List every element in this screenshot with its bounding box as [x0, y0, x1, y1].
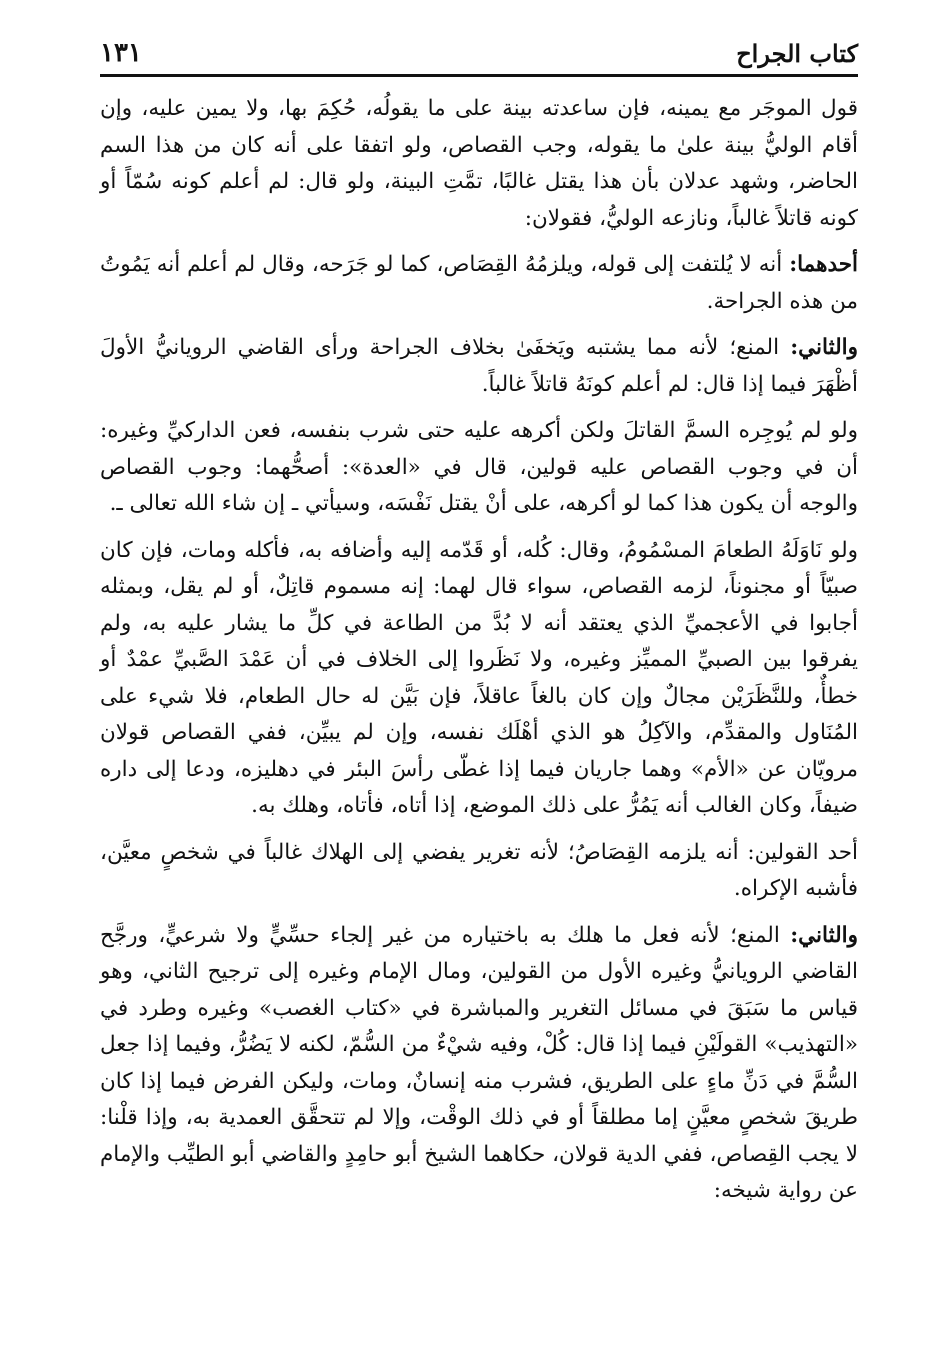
paragraph-text: أنه لا يُلتفت إلى قوله، ويلزمُهُ القِصَاص، كما لو جَرَحه، وقال لم أعلم أنه يَمُوتُ من هذه الجراحة. — [100, 252, 858, 314]
paragraph-text: ولو لم يُوجِره السمَّ القاتلَ ولكن أكرهه عليه حتى شرب بنفسه، فعن الداركيِّ وغيره: أن في وجوب القصاص عليه قولين، قال في «العدة»: أصحُّهما: وجوب القصاص والوجه أن يكون هذا كما لو أكرهه، على أنْ يقتل نَفْسَه، وسيأتي ـ إن شاء الله تعالى ـ. — [100, 418, 858, 516]
page-header — [100, 32, 858, 77]
paragraph — [100, 247, 858, 320]
paragraph — [100, 533, 858, 825]
page-body — [100, 91, 858, 1210]
paragraph-text: قول الموجَر مع يمينه، فإن ساعدته بينة على ما يقولُه، حُكِمَ بها، ولا يمين عليه، وإن أقام الوليُّ بينة علىٰ ما يقوله، وجب القصاص، ولو اتفقا على أنه كان من هذا السم الحاضر، وشهد عدلان بأن هذا يقتل غالبًا، تمَّتِ البينة، ولو قال: لم أعلم كونه سُمّاً أو كونه قاتلاً غالباً، ونازعه الوليُّ، فقولان: — [100, 96, 858, 231]
paragraph-lead: والثاني: — [790, 335, 858, 360]
page-number: ١٣١ — [100, 38, 142, 68]
paragraph — [100, 330, 858, 403]
paragraph-lead: والثاني: — [790, 922, 858, 948]
running-title: كتاب الجراح — [736, 38, 858, 68]
paragraph-text: أحد القولين: أنه يلزمه القِصَاصُ؛ لأنه تغرير يفضي إلى الهلاك غالباً في شخصٍ معيَّن، فأشبه الإكراه. — [100, 839, 858, 901]
paragraph — [100, 413, 858, 523]
paragraph-text: المنع؛ لأنه فعل ما هلك به باختياره من غير إلجاء حسِّيٍّ ولا شرعيٍّ، ورجَّح القاضي الرويانيُّ وغيره الأول من القولين، ومال الإمام وغيره إلى ترجيح الثاني، وهو قياس ما سَبَقَ في مسائل التغرير والمباشرة في «كتاب الغصب» وغيره وطرد في «التهذيب» القولَيْنِ فيما إذا قال: كُلْ، وفيه شيْءٌ من السُّمّ، لكنه لا يَضُرُّ، وفيما إذا جعل السُّمَّ في دَنِّ ماءٍ على الطريق، فشرب منه إنسانٌ، ومات، وليكن الفرض فيما إذا كان طريقَ شخصٍ معيَّنٍ إما مطلقاً أو في ذلك الوقْت، وإلا لم تتحقَّق العمدية به، وإذا قلْنا: لا يجب القِصاص، ففي الدية قولان، حكاهما الشيخ أبو حامِدٍ والقاضي أبو الطيِّب والإمام عن رواية شيخه: — [100, 922, 858, 1203]
paragraph — [100, 835, 858, 908]
paragraph — [100, 918, 858, 1210]
paragraph — [100, 91, 858, 237]
paragraph-text: المنع؛ لأنه مما يشتبه ويَخفَىٰ بخلاف الجراحة ورأى القاضي الرويانيُّ الأولَ أظْهَرَ فيما إذا قال: لم أعلم كونَهُ قاتلاً غالباً. — [100, 335, 858, 397]
paragraph-text: ولو نَاوَلَهُ الطعامَ المسْمُومُ، وقال: كُله، أو قَدّمه إليه وأضافه به، فأكله ومات، فإن كان صبيّاً أو مجنوناً، لزمه القصاص، سواء قال لهما: إنه مسموم قاتِلٌ، أو لم يقل، وبمثله أجابوا في الأعجميِّ الذي يعتقد أنه لا بُدَّ من الطاعة في كلِّ ما يشار عليه به، ولم يفرقوا بين الصبيِّ المميِّز وغيره، ولا نَظَروا إلى الخلاف في أن عَمْدَ الصَّبيِّ عمْدٌ أو خطأٌ، وللنَّظَرَيْن مجالٌ وإن كان بالغاً عاقلاً، فإن بَيَّن له حال الطعام، فلا شيء على المُنَاول والمقدِّم، والآكِلُ هو الذي أهْلَك نفسه، وإن لم يبيِّن، ففي القصاص قولان مرويّان عن «الأم» وهما جاريان فيما إذا غطّى رأسَ البئر في دهليزه، ودعا إلى داره ضيفاً، وكان الغالب أنه يَمُرُّ على ذلك الموضع، إذا أتاه، فأتاه، وهلك به. — [100, 537, 858, 818]
paragraph-lead: أحدهما: — [789, 252, 858, 277]
